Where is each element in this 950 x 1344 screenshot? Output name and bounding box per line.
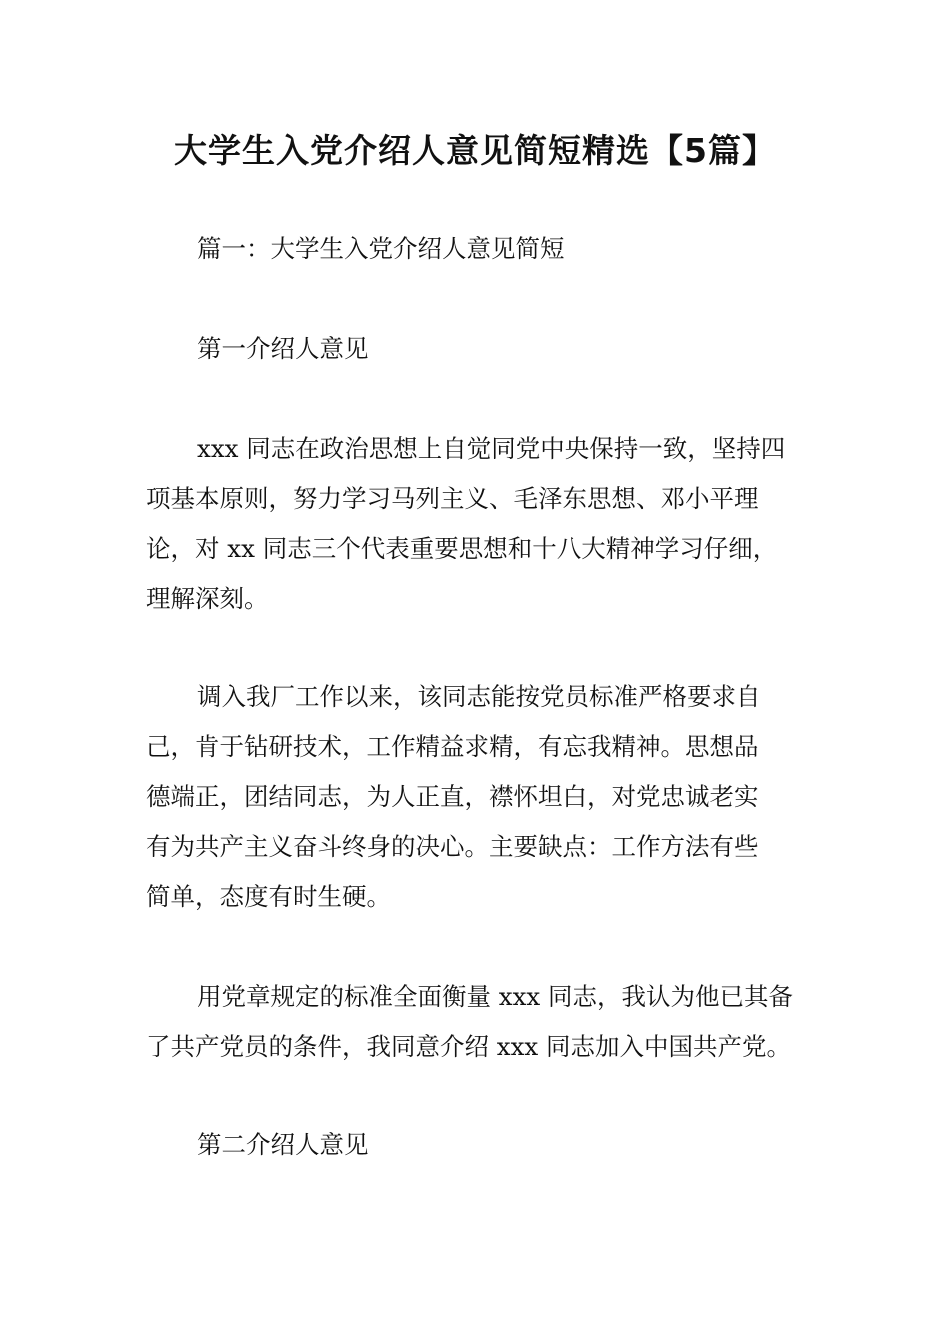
paragraph-line: 项基本原则，努力学习马列主义、毛泽东思想、邓小平理 <box>146 484 759 513</box>
document-title: 大学生入党介绍人意见简短精选【5篇】 <box>174 131 776 170</box>
paragraph-line: 简单，态度有时生硬。 <box>146 882 391 911</box>
paragraph-line: 有为共产主义奋斗终身的决心。主要缺点：工作方法有些 <box>146 832 759 861</box>
paragraph-line: 己，肯于钻研技术，工作精益求精，有忘我精神。思想品 <box>146 732 759 761</box>
paragraph-line: 了共产党员的条件，我同意介绍 xxx 同志加入中国共产党。 <box>146 1032 792 1061</box>
section-heading: 篇一：大学生入党介绍人意见简短 <box>197 234 565 263</box>
paragraph-line: 用党章规定的标准全面衡量 xxx 同志，我认为他已其备 <box>197 982 794 1011</box>
paragraph-line: 调入我厂工作以来，该同志能按党员标准严格要求自 <box>197 682 761 711</box>
subheading-first-introducer: 第一介绍人意见 <box>197 334 369 363</box>
subheading-second-introducer: 第二介绍人意见 <box>197 1130 369 1159</box>
paragraph-line: 德端正，团结同志，为人正直，襟怀坦白，对党忠诚老实 <box>146 782 759 811</box>
paragraph-line: xxx 同志在政治思想上自觉同党中央保持一致，坚持四 <box>197 434 786 463</box>
paragraph-line: 论，对 xx 同志三个代表重要思想和十八大精神学习仔细， <box>146 534 778 563</box>
paragraph-line: 理解深刻。 <box>146 584 269 613</box>
